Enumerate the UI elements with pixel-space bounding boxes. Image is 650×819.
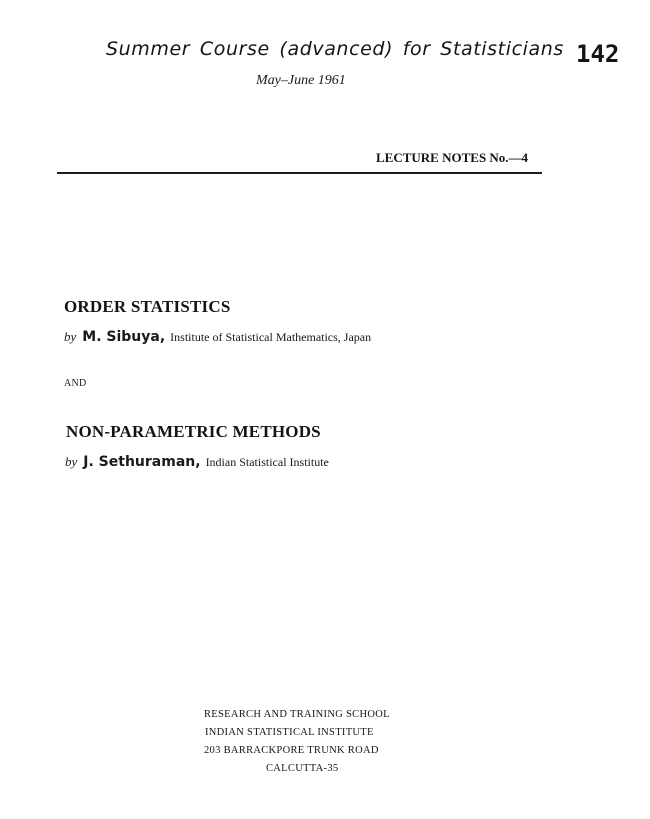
by-label: by (64, 329, 77, 344)
page-number: 142 (576, 40, 620, 68)
byline-order-statistics (64, 329, 371, 345)
author-name: J. Sethuraman, (83, 454, 201, 470)
course-title: Summer Course (advanced) for Statisticians (106, 38, 564, 60)
section-title-non-parametric-methods: NON-PARAMETRIC METHODS (66, 422, 321, 441)
author-affiliation: Indian Statistical Institute (205, 455, 329, 469)
lecture-notes-label: LECTURE NOTES No.—4 (376, 150, 529, 165)
footer-city: CALCUTTA-35 (266, 763, 339, 774)
section-title-order-statistics: ORDER STATISTICS (64, 297, 231, 316)
publisher-address (172, 706, 432, 778)
course-date: May–June 1961 (256, 73, 346, 88)
by-label: by (65, 454, 78, 469)
author-name: M. Sibuya, (82, 329, 166, 345)
header-divider (57, 172, 542, 174)
byline-non-parametric-methods (65, 454, 329, 470)
author-affiliation: Institute of Statistical Mathematics, Japan (170, 330, 372, 344)
footer-street: 203 BARRACKPORE TRUNK ROAD (204, 745, 379, 756)
footer-institute: INDIAN STATISTICAL INSTITUTE (205, 727, 374, 738)
conjunction-and: AND (64, 378, 87, 389)
footer-school: RESEARCH AND TRAINING SCHOOL (204, 709, 390, 720)
